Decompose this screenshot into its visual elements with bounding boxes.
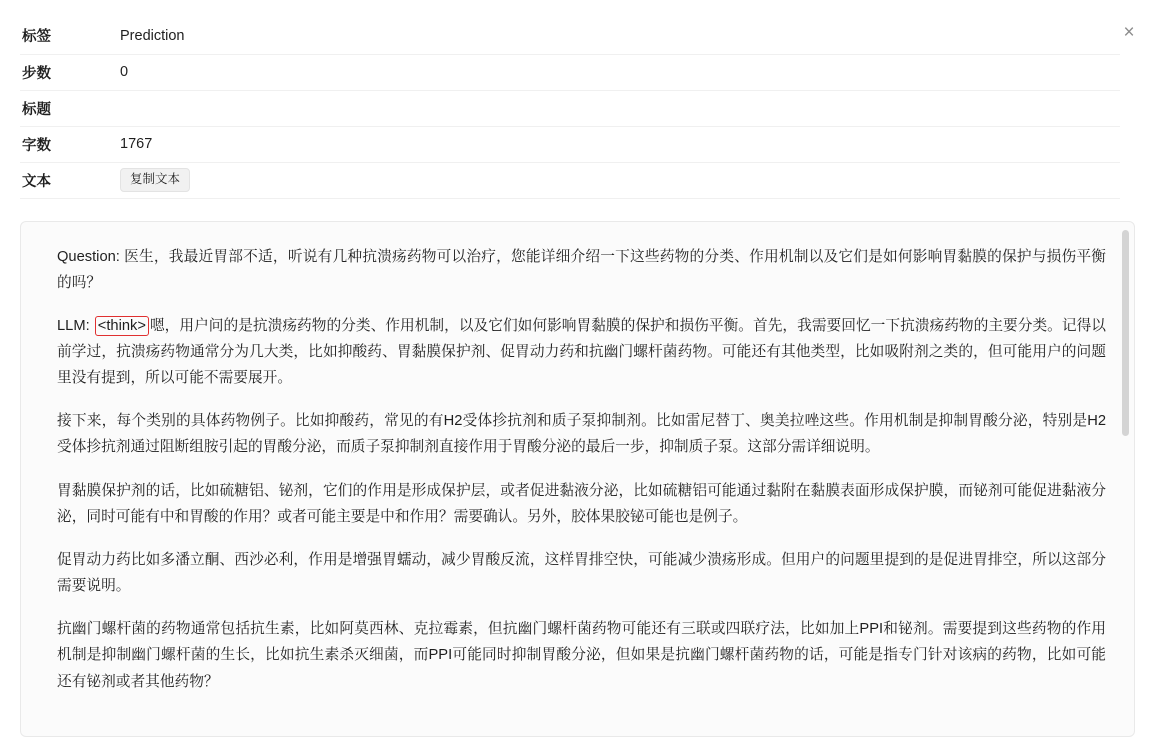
- think-tag-highlight: <think>: [95, 316, 149, 336]
- question-prefix: Question:: [57, 248, 125, 265]
- meta-value-text: [104, 162, 1120, 198]
- meta-value-title: [104, 90, 1120, 126]
- table-row: [20, 54, 1120, 90]
- llm-paragraph: 促胃动力药比如多潘立酮、西沙必利，作用是增强胃蠕动，减少胃酸反流，这样胃排空快，可能减少溃疡形成。但用户的问题里提到的是促进胃排空，所以这部分需要说明。: [57, 551, 1106, 595]
- meta-label-tag: 标签: [20, 18, 104, 54]
- meta-label-wordcount: 字数: [20, 126, 104, 162]
- meta-value-steps: 0: [104, 54, 1120, 90]
- llm-paragraph: 抗幽门螺杆菌的药物通常包括抗生素，比如阿莫西林、克拉霉素，但抗幽门螺杆菌药物可能还有三联或四联疗法，比如加上PPI和铋剂。需要提到这些药物的作用机制是抑制幽门螺杆菌的生长，比如抗生素杀灭细菌，而PPI可能同时抑制胃酸分泌，但如果是抗幽门螺杆菌药物的话，可能是指专门针对该病的药物，比如可能还有铋剂或者其他药物？: [57, 621, 1106, 690]
- meta-label-title: 标题: [20, 90, 104, 126]
- llm-paragraph: 接下来，每个类别的具体药物例子。比如抑酸药，常见的有H2受体抮抗剂和质子泵抑制剂。比如雷尼替丁、奥美拉唑这些。作用机制是抑制胃酸分泌，特别是H2受体抮抗剂通过阻断组胺引起的胃酸分泌，而质子泵抑制剂直接作用于胃酸分泌的最后一步，抑制质子泵。这部分需详细说明。: [57, 413, 1106, 456]
- meta-label-steps: 步数: [20, 54, 104, 90]
- question-text: 医生，我最近胃部不适，听说有几种抗溃疡药物可以治疗，您能详细介绍一下这些药物的分类、作用机制以及它们是如何影响胃黏膜的保护与损伤平衡的吗？: [57, 248, 1106, 291]
- meta-value-wordcount: 1767: [104, 126, 1120, 162]
- table-row: [20, 90, 1120, 126]
- llm-paragraph-text: 嗯，用户问的是抗溃疡药物的分类、作用机制，以及它们如何影响胃黏膜的保护和损伤平衡。首先，我需要回忆一下抗溃疡药物的主要分类。记得以前学过，抗溃疡药物通常分为几大类，比如抑酸药、胃黏膜保护剂、促胃动力药和抗幽门螺杆菌药物。可能还有其他类型，比如吸附剂之类的，但可能用户的问题里没有提到，所以可能不需要展开。: [57, 317, 1106, 387]
- metadata-table: [20, 18, 1120, 199]
- llm-prefix: LLM:: [57, 317, 94, 334]
- meta-label-text: 文本: [20, 162, 104, 198]
- table-row: [20, 126, 1120, 162]
- text-content-panel: [20, 221, 1135, 737]
- meta-value-tag: Prediction: [104, 18, 1120, 54]
- table-row: [20, 18, 1120, 54]
- text-scroll-area[interactable]: [21, 222, 1134, 736]
- llm-first-paragraph: [57, 313, 1106, 391]
- llm-paragraph: 胃黏膜保护剂的话，比如硫糖铝、铋剂，它们的作用是形成保护层，或者促进黏液分泌，比如硫糖铝可能通过黏附在黏膜表面形成保护膜，而铋剂可能促进黏液分泌，同时可能有中和胃酸的作用？或者可能主要是中和作用？需要确认。另外，胶体果胶铋可能也是例子。: [57, 482, 1106, 525]
- copy-text-button[interactable]: 复制文本: [120, 168, 190, 192]
- close-icon[interactable]: ×: [1115, 18, 1143, 46]
- question-paragraph: [57, 244, 1106, 296]
- scrollbar-thumb[interactable]: [1122, 230, 1129, 436]
- table-row: [20, 162, 1120, 198]
